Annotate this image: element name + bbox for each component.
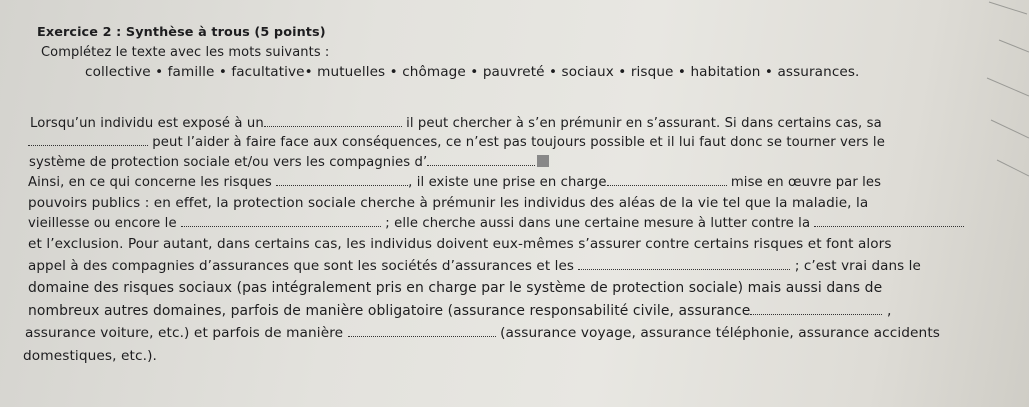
text-line-7: et l’exclusion. Pour autant, dans certains cas, les individus doivent eux-mêmes s’assurer contre certains risques et font alors [28,236,892,252]
answer-blank-1[interactable] [264,116,402,127]
answer-blank-8[interactable] [578,259,790,270]
text-segment: nombreux autres domaines, parfois de manière obligatoire (assurance responsabilité civile, assurance [28,303,751,319]
text-segment: mise en œuvre par les [730,175,882,190]
answer-blank-9[interactable] [750,304,882,315]
answer-blank-3[interactable] [427,155,535,166]
text-segment: Lorsqu’un individu est exposé à un [30,116,264,131]
text-line-2 [28,135,885,151]
text-segment: vieillesse ou encore le [28,216,177,231]
text-line-5: pouvoirs publics : en effet, la protection sociale cherche à prémunir les individus des aléas de la vie tel que la maladie, la [28,195,869,211]
text-segment: il peut chercher à s’en prémunir en s’assurant. Si dans certains cas, sa [406,116,882,131]
text-segment: système de protection sociale et/ou vers les compagnies d’ [29,155,428,170]
answer-blank-7[interactable] [814,216,964,227]
answer-blank-5[interactable] [607,175,727,186]
exercise-instruction: Complétez le texte avec les mots suivants : [41,45,330,60]
text-segment: assurance voiture, etc.) et parfois de manière [25,325,344,341]
text-segment: Ainsi, en ce qui concerne les risques [28,175,272,190]
text-line-3 [29,155,549,171]
word-bank: collective • famille • facultative• mutuelles • chômage • pauvreté • sociaux • risque • habitation • assurances. [85,64,860,80]
text-segment: ; elle cherche aussi dans une certaine mesure à lutter contre la [385,216,811,231]
text-segment: (assurance voyage, assurance téléphonie, assurance accidents [500,325,941,341]
answer-blank-10[interactable] [348,326,496,337]
text-segment: appel à des compagnies d’assurances que sont les sociétés d’assurances et les [28,258,574,274]
text-segment: , il existe une prise en charge [408,175,607,190]
text-segment: peut l’aider à faire face aux conséquences, ce n’est pas toujours possible et il lui faut donc se tourner vers le [152,135,885,150]
answer-blank-2[interactable] [28,135,148,146]
text-segment: ; c’est vrai dans le [794,258,921,274]
ink-smudge [537,155,549,167]
exercise-title: Exercice 2 : Synthèse à trous (5 points) [37,25,326,40]
text-line-10 [28,303,891,319]
notebook-margin-lines [969,0,1029,200]
text-segment: , [886,303,892,319]
text-line-9: domaine des risques sociaux (pas intégralement pris en charge par le système de protection sociale) mais aussi dans de [28,280,883,296]
text-line-4 [28,175,881,191]
text-line-8 [28,258,921,274]
text-line-1 [30,116,882,132]
answer-blank-6[interactable] [181,216,381,227]
text-line-11 [25,325,940,341]
text-line-12: domestiques, etc.). [23,348,157,364]
answer-blank-4[interactable] [276,175,408,186]
text-line-6 [28,216,964,232]
